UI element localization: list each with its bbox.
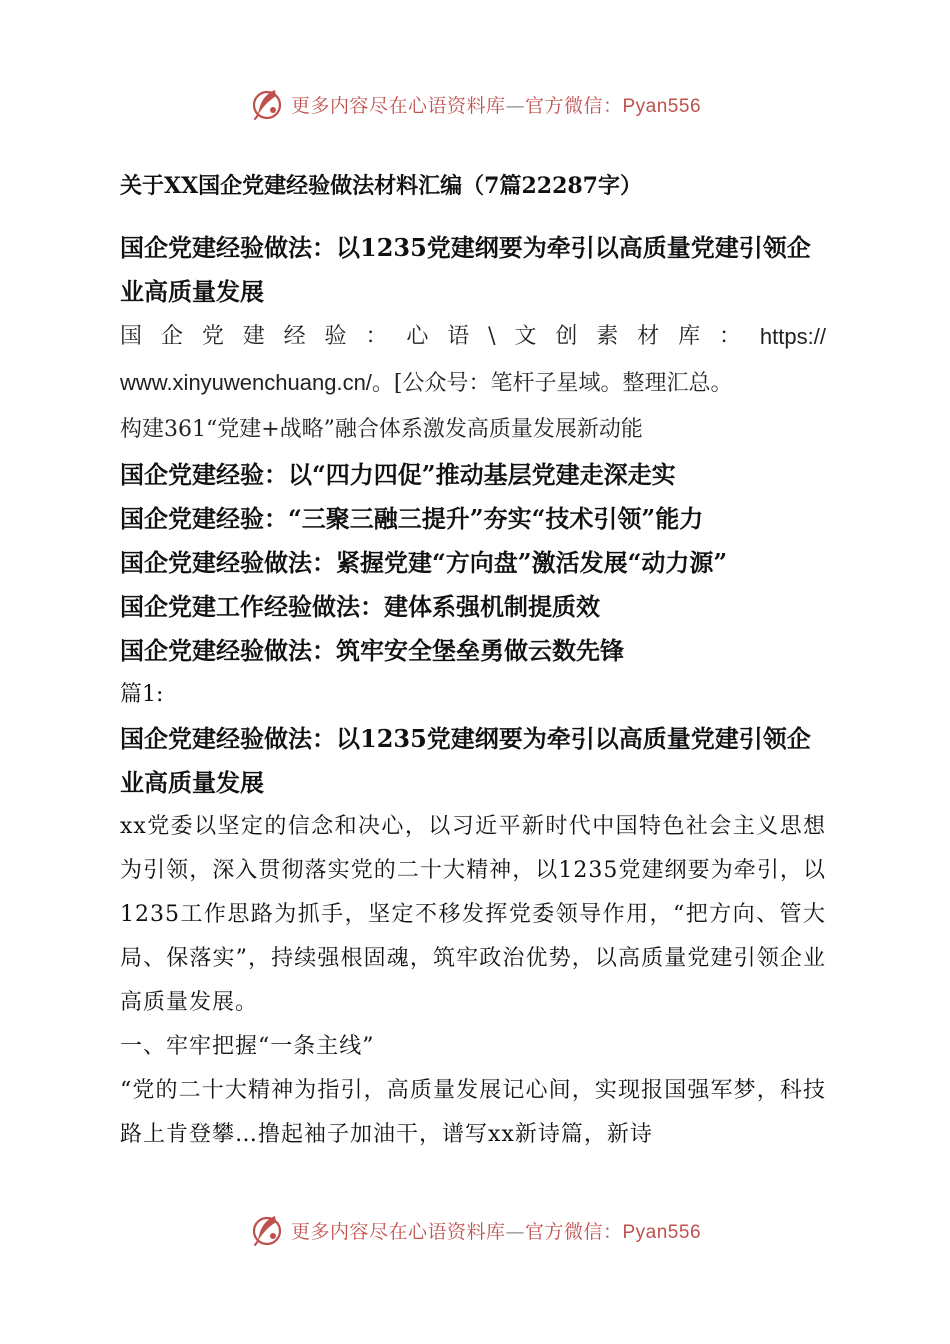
- banner-separator: —: [505, 1220, 525, 1243]
- toc-item: 国企党建经验做法：筑牢安全堡垒勇做云数先锋: [120, 636, 624, 665]
- article-number-label: 篇1:: [120, 682, 164, 707]
- intro-line-1-char: 国: [120, 324, 143, 349]
- article-paragraph: xx党委以坚定的信念和决心，以习近平新时代中国特色社会主义思想为引领，深入贯彻落实党的二十大精神，以1235党建纲要为牵引，以1235工作思路为抓手，坚定不移发挥党委领导作用，“把方向、管大局、保落实”，持续强根固魂，筑牢政治优势，以高质量党建引领企业高质量发展。: [120, 814, 826, 1015]
- header-banner: [0, 84, 950, 124]
- document-title: 关于XX国企党建经验做法材料汇编（7篇22287字）: [120, 173, 642, 199]
- intro-line-3: 构建361“党建+战略”融合体系激发高质量发展新动能: [120, 417, 643, 442]
- toc-item: 国企党建工作经验做法：建体系强机制提质效: [120, 592, 600, 621]
- banner-wechat-id: Pyan556: [622, 95, 702, 117]
- intro-line-1-char: 素: [596, 324, 619, 349]
- footer-banner: [0, 1210, 950, 1250]
- intro-url-prefix: https://: [759, 324, 826, 349]
- toc-list: [120, 453, 826, 673]
- banner-text: 更多内容尽在心语资料库: [290, 1220, 506, 1243]
- intro-line-1-char: 材: [637, 324, 660, 349]
- banner-text: 更多内容尽在心语资料库: [290, 94, 506, 117]
- toc-item: 国企党建经验做法：紧握党建“方向盘”激活发展“动力源”: [120, 548, 728, 577]
- intro-line-1-char: 经: [283, 324, 306, 349]
- intro-line-1-char: 党: [201, 324, 224, 349]
- document-body: [120, 168, 826, 1157]
- article-paragraph: “党的二十大精神为指引，高质量发展记心间，实现报国强军梦，科技路上肯登攀…撸起袖子加油干，谱写xx新诗篇，新诗: [120, 1078, 826, 1147]
- banner-label: 官方微信：: [524, 1220, 623, 1243]
- toc-item: 国企党建经验：以“四力四促”推动基层党建走深走实: [120, 460, 676, 489]
- intro-line-1-char: 创: [555, 324, 578, 349]
- intro-line-1-char: 建: [242, 324, 265, 349]
- section-heading: 一、牢牢把握“一条主线”: [120, 1034, 375, 1059]
- banner-wechat-id: Pyan556: [622, 1221, 702, 1243]
- article-heading: 国企党建经验做法：以1235党建纲要为牵引以高质量党建引领企业高质量发展: [120, 724, 811, 797]
- banner-separator: —: [505, 94, 525, 117]
- intro-line-1-char: \: [488, 324, 496, 349]
- intro-line-1-char: 库: [678, 324, 701, 349]
- banner-promo-text: [291, 1217, 701, 1244]
- intro-line-1-char: 语: [447, 324, 470, 349]
- intro-line-1-char: 验: [324, 324, 347, 349]
- toc-item: 国企党建经验：“三聚三融三提升”夯实“技术引领”能力: [120, 504, 704, 533]
- intro-line-2: [120, 360, 826, 407]
- main-heading: 国企党建经验做法：以1235党建纲要为牵引以高质量党建引领企业高质量发展: [120, 233, 811, 306]
- intro-url: www.xinyuwenchuang.cn/: [120, 370, 372, 395]
- intro-block: [120, 314, 826, 453]
- feather-quill-logo-icon: [249, 1212, 285, 1248]
- intro-line-2-rest: 。[公众号：笔杆子星域。整理汇总。: [371, 371, 733, 396]
- banner-promo-text: [291, 91, 701, 118]
- intro-line-1-char: 文: [514, 324, 537, 349]
- intro-line-1-char: 心: [406, 324, 429, 349]
- intro-line-1-char: ：: [719, 324, 742, 349]
- feather-quill-logo-icon: [249, 86, 285, 122]
- intro-line-1: [120, 314, 826, 360]
- intro-line-1-char: ：: [365, 324, 388, 349]
- intro-line-1-char: 企: [160, 324, 183, 349]
- banner-label: 官方微信：: [524, 94, 623, 117]
